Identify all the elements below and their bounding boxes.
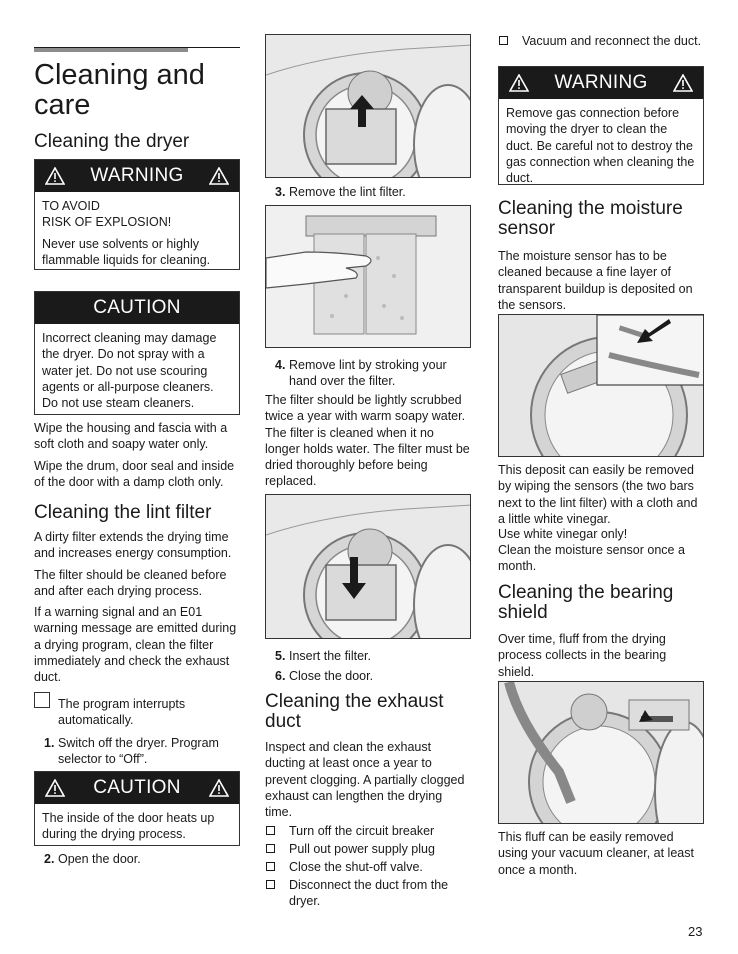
step-1-text: Switch off the dryer. Program selector to “Off”. — [58, 736, 219, 767]
paragraph-bearing: Over time, fluff from the drying process collects in the bearing shield. — [498, 632, 667, 679]
step-6-text: Close the door. — [289, 669, 374, 683]
paragraph-vinegar: Use white vinegar only! — [498, 527, 628, 541]
heading-moisture-sensor: Cleaning the moisture sensor — [498, 198, 683, 239]
step-2-text: Open the door. — [58, 852, 141, 866]
paragraph-lint-1: A dirty filter extends the drying time and increases energy consumption. — [34, 530, 232, 561]
page-number: 23 — [688, 924, 703, 939]
page-title: Cleaning and care — [34, 59, 205, 121]
caution-door-text: The inside of the door heats up during the drying process. — [42, 811, 215, 842]
warning-triangle-icon — [45, 779, 65, 797]
step-5: 5. Insert the filter. — [275, 649, 371, 663]
warning-box-gas — [498, 66, 704, 185]
note-checkbox — [34, 692, 50, 708]
warning-triangle-icon — [45, 167, 65, 185]
warning-gas-text: Remove gas connection before moving the dryer to clean the duct. Be careful not to destroy the gas connection when cleaning the duct. — [506, 106, 695, 185]
warning-triangle-icon — [209, 779, 229, 797]
warning-triangle-icon — [673, 74, 693, 92]
paragraph-deposit: This deposit can easily be removed by wiping the sensors (the two bars next to the lint filter) with a cloth and a little white vinegar. — [498, 463, 698, 526]
note-interrupt: The program interrupts automatically. — [58, 697, 186, 728]
paragraph-lint-2: The filter should be cleaned before and after each drying process. — [34, 568, 227, 599]
caution-label: CAUTION — [93, 296, 181, 318]
step-6: 6. Close the door. — [275, 669, 374, 683]
paragraph-drum: Wipe the drum, door seal and inside of the door with a damp cloth only. — [34, 459, 235, 490]
bullet-item: Disconnect the duct from the dryer. — [265, 877, 471, 910]
step-5-text: Insert the filter. — [289, 649, 371, 663]
bullet-item: Vacuum and reconnect the duct. — [498, 33, 704, 49]
figure-bearing-shield — [498, 681, 704, 824]
paragraph-once-month: Clean the moisture sensor once a month. — [498, 543, 685, 574]
warning-line1: TO AVOID — [42, 199, 100, 213]
figure-remove-filter — [265, 34, 471, 178]
bullet-item: Turn off the circuit breaker — [265, 823, 471, 839]
caution-box-door — [34, 771, 240, 846]
paragraph-scrub: The filter should be lightly scrubbed twice a year with warm soapy water. The filter is cleaned when it no longer holds water. The filter must be dried thoroughly before being replaced. — [265, 393, 470, 489]
figure-insert-filter — [265, 494, 471, 639]
paragraph-moisture: The moisture sensor has to be cleaned because a fine layer of transparent buildup is deposited on the sensors. — [498, 249, 693, 312]
step-2: 2. Open the door. — [44, 852, 141, 866]
figure-stroke-filter — [265, 205, 471, 348]
warning-line2: RISK OF EXPLOSION! — [42, 215, 172, 230]
warning-triangle-icon — [209, 167, 229, 185]
caution-text: Incorrect cleaning may damage the dryer. Do not spray with a water jet. Do not use scouring agents or all-purpose cleaners. Do not use steam cleaners. — [42, 331, 217, 410]
heading-bearing-shield: Cleaning the bearing shield — [498, 582, 674, 623]
caution-box-cleaning — [34, 291, 240, 415]
warning-text: Never use solvents or highly flammable liquids for cleaning. — [42, 236, 211, 267]
step-3-text: Remove the lint filter. — [289, 185, 406, 199]
step-1: 1. Switch off the dryer. Program selector to “Off”. — [44, 736, 219, 767]
paragraph-housing: Wipe the housing and fascia with a soft cloth and soapy water only. — [34, 421, 228, 452]
step-4: 4. Remove lint by stroking your hand over the filter. — [275, 358, 447, 389]
step-4-text: Remove lint by stroking your hand over the filter. — [289, 358, 447, 389]
warning-triangle-icon — [509, 74, 529, 92]
paragraph-exhaust: Inspect and clean the exhaust ducting at least once a year to prevent clogging. A partially clogged exhaust can lengthen the drying time. — [265, 740, 465, 819]
heading-exhaust-duct: Cleaning the exhaust duct — [265, 691, 444, 732]
warning-label: WARNING — [90, 164, 184, 186]
warning-box-explosion — [34, 159, 240, 270]
step-3: 3. Remove the lint filter. — [275, 185, 406, 199]
caution-label: CAUTION — [93, 776, 181, 798]
bullet-item: Close the shut-off valve. — [265, 859, 471, 875]
paragraph-fluff: This fluff can be easily removed using your vacuum cleaner, at least once a month. — [498, 830, 694, 877]
bullet-item: Pull out power supply plug — [265, 841, 471, 857]
paragraph-lint-3: If a warning signal and an E01 warning message are emitted during a drying program, clean the filter immediately and check the exhaust duct. — [34, 605, 237, 684]
warning-label: WARNING — [554, 71, 648, 93]
heading-lint-filter: Cleaning the lint filter — [34, 502, 212, 523]
figure-moisture-sensor — [498, 314, 704, 457]
heading-cleaning-dryer: Cleaning the dryer — [34, 131, 190, 152]
